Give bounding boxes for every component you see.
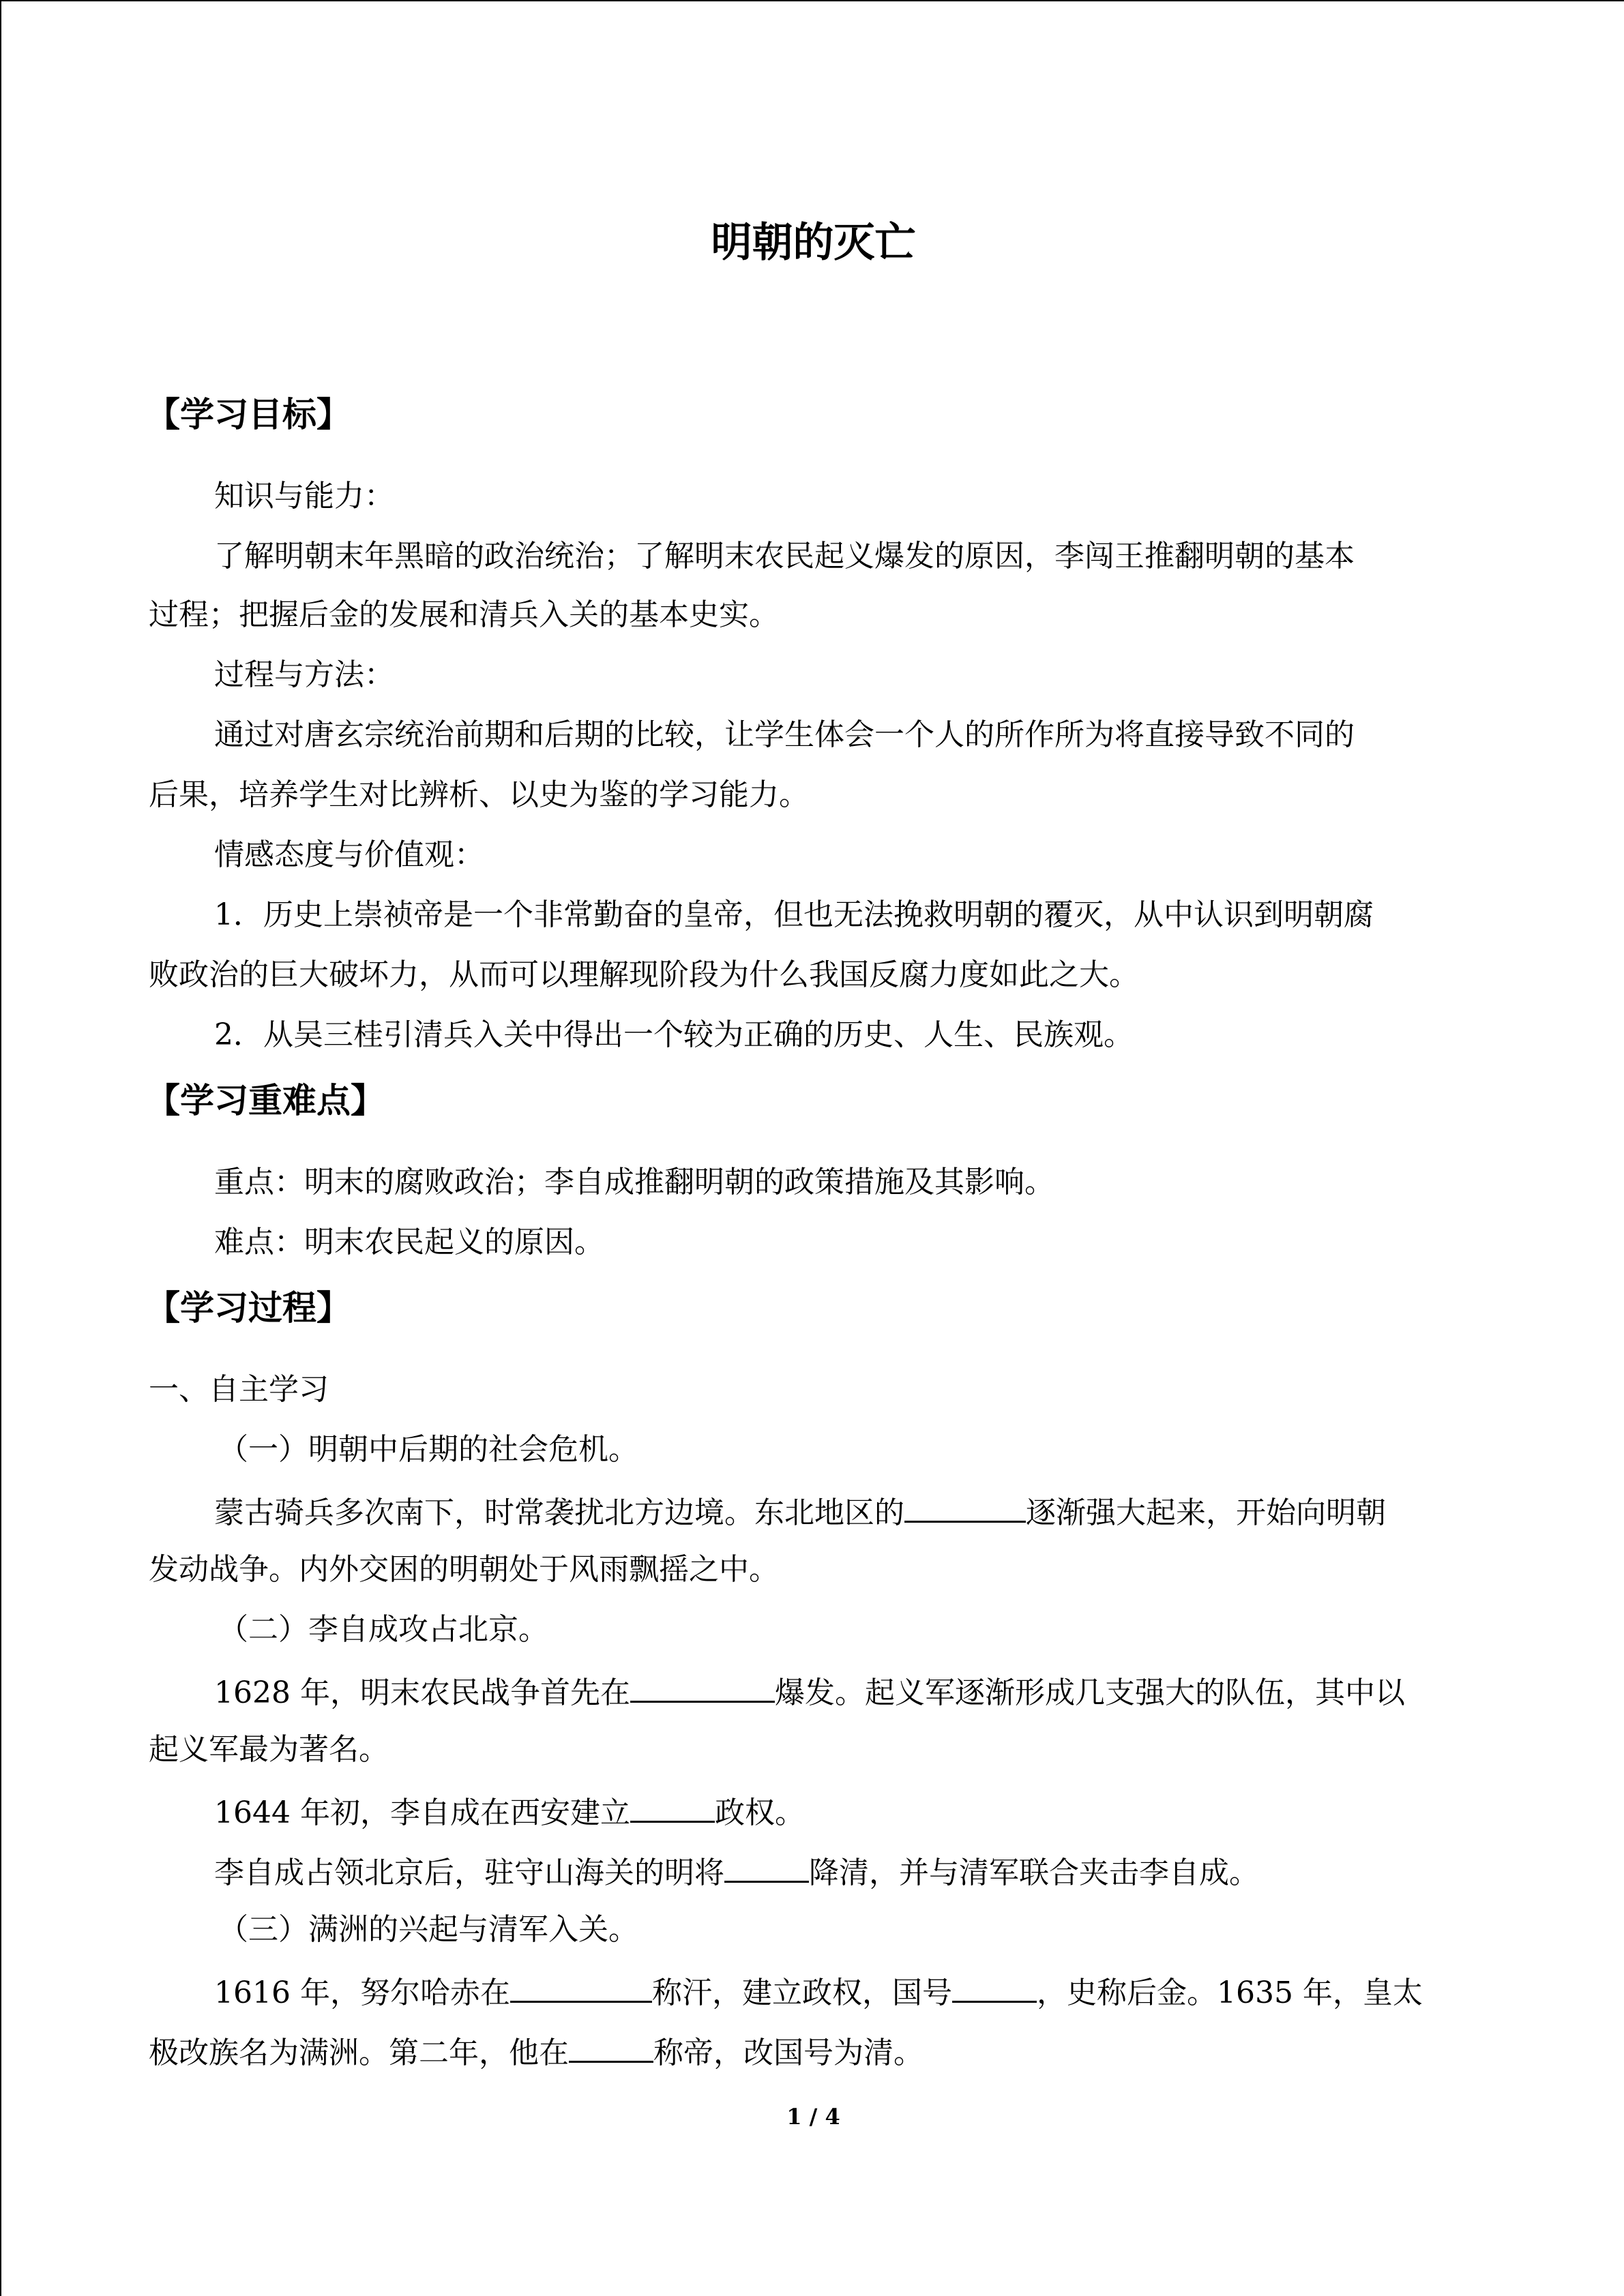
process-method-text-line-1: 通过对唐玄宗统治前期和后期的比较，让学生体会一个人的所作所为将直接导致不同的: [214, 717, 1355, 752]
paragraph-5-line-2: [149, 2029, 924, 2074]
paragraph-3: [214, 1789, 805, 1834]
emotion-item-2: 2．从吴三桂引清兵入关中得出一个较为正确的历史、人生、民族观。: [214, 1017, 1134, 1052]
paragraph-5-text-d: 极改族名为满洲。第二年，他在: [149, 2036, 569, 2070]
page-title: 明朝的灭亡: [711, 219, 916, 267]
paragraph-2-line-1: [214, 1669, 1405, 1714]
knowledge-text-line-2: 过程；把握后金的发展和清兵入关的基本史实。: [149, 597, 779, 632]
subsection-1-heading: （一）明朝中后期的社会危机。: [218, 1432, 638, 1467]
knowledge-text-line-1: 了解明朝末年黑暗的政治统治；了解明末农民起义爆发的原因，李闯王推翻明朝的基本: [214, 539, 1355, 573]
paragraph-3-text-b: 政权。: [714, 1795, 805, 1830]
knowledge-label: 知识与能力：: [214, 479, 394, 513]
paragraph-1-text-a: 蒙古骑兵多次南下，时常袭扰北方边境。东北地区的: [214, 1495, 904, 1530]
fill-blank-1[interactable]: [904, 1489, 1026, 1523]
process-method-label: 过程与方法：: [214, 657, 394, 692]
subsection-3-heading: （三）满洲的兴起与清军入关。: [218, 1912, 638, 1947]
fill-blank-7[interactable]: [569, 2029, 653, 2063]
paragraph-4-text-b: 降清，并与清军联合夹击李自成。: [809, 1855, 1259, 1890]
section-heading-process: 【学习过程】: [146, 1288, 351, 1328]
paragraph-5-text-a: 1616 年，努尔哈赤在: [214, 1976, 510, 2010]
page-number: 1 / 4: [786, 2104, 840, 2130]
section-heading-goals: 【学习目标】: [146, 395, 351, 434]
fill-blank-3[interactable]: [630, 1789, 715, 1823]
key-point-text: 重点：明末的腐败政治；李自成推翻明朝的政策措施及其影响。: [214, 1165, 1054, 1199]
fill-blank-5[interactable]: [510, 1969, 652, 2003]
paragraph-4: [214, 1849, 1259, 1894]
paragraph-1-text-b: 逐渐强大起来，开始向明朝: [1026, 1495, 1386, 1530]
fill-blank-6[interactable]: [952, 1969, 1037, 2003]
subsection-2-heading: （二）李自成攻占北京。: [218, 1612, 548, 1647]
paragraph-5-text-c: ，史称后金。1635 年，皇太: [1036, 1976, 1423, 2010]
paragraph-3-text-a: 1644 年初，李自成在西安建立: [214, 1795, 630, 1830]
process-method-text-line-2: 后果，培养学生对比辨析、以史为鉴的学习能力。: [149, 777, 809, 812]
paragraph-5-text-e: 称帝，改国号为清。: [653, 2036, 924, 2070]
emotion-item-1-line-1: 1．历史上崇祯帝是一个非常勤奋的皇帝，但也无法挽救明朝的覆灭，从中认识到明朝腐: [214, 897, 1374, 932]
paragraph-5-line-1: [214, 1969, 1423, 2014]
emotion-item-1-line-2: 败政治的巨大破坏力，从而可以理解现阶段为什么我国反腐力度如此之大。: [149, 957, 1139, 992]
section-heading-keypoints: 【学习重难点】: [146, 1081, 385, 1120]
difficult-point-text: 难点：明末农民起义的原因。: [214, 1225, 604, 1259]
emotion-label: 情感态度与价值观：: [214, 837, 484, 872]
paragraph-1-line-1: [214, 1489, 1386, 1534]
paragraph-1-line-2: 发动战争。内外交困的明朝处于风雨飘摇之中。: [149, 1552, 779, 1587]
fill-blank-2[interactable]: [630, 1669, 775, 1703]
fill-blank-4[interactable]: [724, 1849, 809, 1883]
paragraph-2-line-2: 起义军最为著名。: [149, 1732, 389, 1767]
paragraph-2-text-a: 1628 年，明末农民战争首先在: [214, 1675, 630, 1710]
paragraph-5-text-b: 称汗，建立政权，国号: [651, 1976, 952, 2010]
paragraph-2-text-b: 爆发。起义军逐渐形成几支强大的队伍，其中以: [774, 1675, 1405, 1710]
paragraph-4-text-a: 李自成占领北京后，驻守山海关的明将: [214, 1855, 724, 1890]
part-1-heading: 一、自主学习: [149, 1372, 329, 1407]
